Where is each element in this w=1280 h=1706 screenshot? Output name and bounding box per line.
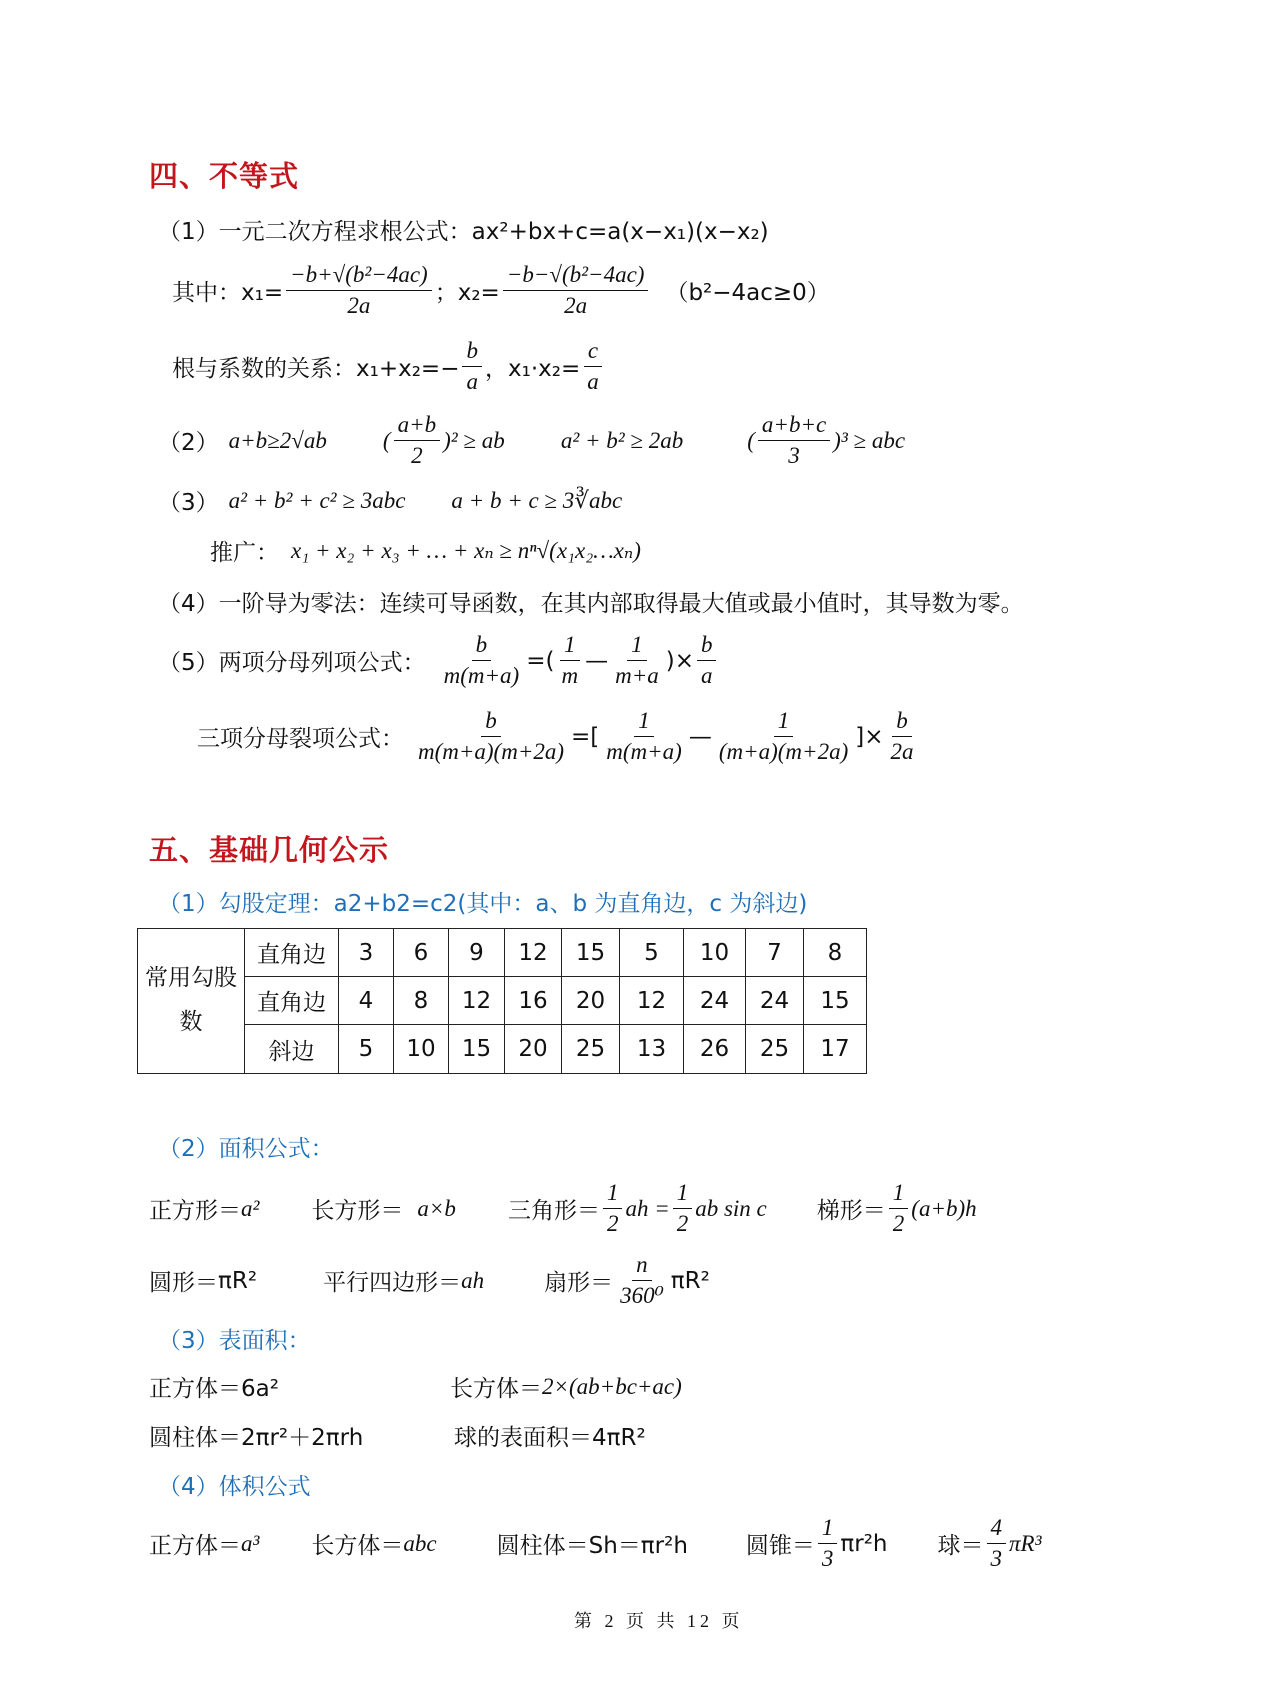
table-cell: 26 (684, 1025, 746, 1074)
volume-ball-tail: πR³ (1009, 1530, 1042, 1556)
vieta-line (172, 338, 606, 396)
area-sector-label: 扇形＝ (544, 1270, 614, 1297)
ineq-square-numerator: a+b (394, 412, 441, 441)
split2-term2 (611, 632, 663, 690)
split3-term1 (602, 708, 686, 766)
ineq-three-squares: a² + b² + c² ≥ 3abc (228, 487, 406, 513)
item-1-line (158, 213, 769, 246)
split2-tail: )× (665, 647, 694, 674)
root-x2-denominator: 2a (564, 293, 588, 319)
table-cell: 15 (562, 929, 620, 977)
ineq-general: x₁ + x₂ + x₃ + … + xₙ ≥ nⁿ√(x₁x₂…xₙ) (291, 537, 641, 563)
ineq-am-gm: a+b≥2√ab (228, 427, 327, 453)
area-tri-denominator-1: 2 (606, 1211, 619, 1237)
split2-lhs-fraction (440, 632, 524, 690)
row-label: 斜边 (245, 1025, 339, 1074)
surface-cuboid-label: 长方体＝ (450, 1376, 542, 1402)
area-trap-fraction (889, 1180, 909, 1238)
table-cell: 16 (505, 977, 562, 1025)
table-cell: 3 (339, 929, 394, 977)
root-x1-fraction (286, 262, 432, 320)
item-3-ext-label: 推广： (210, 540, 279, 566)
item-5-label: （5）两项分母列项公式： (158, 650, 426, 677)
area-tri-numerator-1: 1 (603, 1180, 623, 1209)
table-cell: 12 (620, 977, 684, 1025)
table-cell: 15 (804, 977, 867, 1025)
split3-term1-numerator: 1 (634, 708, 654, 737)
section-5-title: 五、基础几何公示 (149, 833, 390, 867)
split2-minus: — (585, 647, 609, 674)
table-row (138, 929, 867, 977)
vieta-product-numerator: c (584, 338, 602, 367)
split3-term2-denominator: (m+a)(m+2a) (718, 739, 849, 765)
ineq-three-amgm: a + b + c ≥ 3∛abc (451, 487, 623, 513)
item-3-line (158, 484, 622, 517)
item-1-label: （1）一元二次方程求根公式： (158, 219, 472, 245)
ineq-square-denominator: 2 (411, 443, 423, 469)
area-circle-label: 圆形＝ (149, 1270, 218, 1297)
volume-ball-numerator: 4 (987, 1515, 1007, 1544)
ineq-square-fraction (394, 412, 441, 470)
volume-cone-denominator: 3 (821, 1546, 834, 1572)
page-footer: 第 2 页 共 12 页 (574, 1611, 744, 1631)
table-cell: 7 (746, 929, 804, 977)
volume-cone-label: 圆锥＝ (745, 1533, 815, 1560)
area-sector-fraction (616, 1252, 668, 1310)
area-tri-numerator-2: 1 (673, 1180, 693, 1209)
table-row (138, 1025, 867, 1074)
area-trap-tail: (a+b)h (911, 1195, 977, 1221)
vieta-product-fraction (583, 338, 603, 396)
split2-factor-numerator: b (697, 632, 717, 661)
split2-lhs-numerator: b (472, 632, 492, 661)
volume-cone-numerator: 1 (818, 1515, 838, 1544)
table-row (138, 977, 867, 1025)
ineq-square-open: ( (382, 427, 391, 453)
volume-cube-label: 正方体＝ (149, 1533, 241, 1560)
item-2-label: （2） (158, 430, 219, 457)
item-4-line: （4）一阶导为零法：连续可导函数，在其内部取得最大值或最小值时，其导数为零。 (158, 591, 1024, 617)
root-x1-numerator: −b+√(b²−4ac) (286, 262, 432, 291)
area-para-label: 平行四边形＝ (323, 1270, 462, 1297)
split2-lhs-denominator: m(m+a) (443, 663, 520, 689)
surface-sphere: 球的表面积＝4πR² (454, 1425, 646, 1451)
ineq-cube-denominator: 3 (788, 443, 800, 469)
ineq-square-tail: )² ≥ ab (443, 427, 505, 453)
split2-term1-numerator: 1 (560, 632, 580, 661)
split2-factor-denominator: a (700, 663, 713, 689)
volume-cone-fraction (818, 1515, 838, 1573)
item-2-line (158, 412, 905, 470)
volume-cylinder: 圆柱体＝Sh＝πr²h (496, 1533, 688, 1560)
root-x2-fraction (503, 262, 649, 320)
table-cell: 4 (339, 977, 394, 1025)
area-tri-denominator-2: 2 (676, 1211, 689, 1237)
area-square-formula: a² (241, 1195, 260, 1221)
pythagorean-triples-table (137, 928, 867, 1074)
vieta-sum-numerator: b (462, 338, 482, 367)
split2-term1 (557, 632, 582, 690)
surface-cube: 正方体＝6a² (149, 1376, 279, 1402)
split2-eq: =( (526, 647, 555, 674)
area-line-2 (149, 1252, 710, 1310)
area-sector-numerator: n (632, 1252, 652, 1281)
item-1-formula: ax²+bx+c=a(x−x₁)(x−x₂) (471, 219, 769, 245)
split3-term2-numerator: 1 (774, 708, 794, 737)
item-5b-line (197, 708, 920, 766)
table-cell: 12 (505, 929, 562, 977)
ineq-cube-fraction (758, 412, 830, 470)
pythagoras-heading: （1）勾股定理：a2+b2=c2(其中：a、b 为直角边，c 为斜边) (158, 891, 808, 917)
area-tri-tail: ab sin c (695, 1195, 767, 1221)
table-cell: 6 (394, 929, 449, 977)
table-cell: 25 (562, 1025, 620, 1074)
item-5-line (158, 632, 719, 690)
surface-cuboid (450, 1370, 682, 1403)
vieta-product-denominator: a (587, 369, 599, 395)
area-heading: （2）面积公式： (158, 1136, 334, 1162)
table-cell: 5 (620, 929, 684, 977)
area-sector-tail: πR² (670, 1267, 710, 1294)
area-tri-fraction-2 (673, 1180, 693, 1238)
split3-factor (886, 708, 917, 766)
area-para-formula: ah (461, 1267, 485, 1293)
vieta-sum-fraction (462, 338, 482, 396)
root-x1-denominator: 2a (347, 293, 371, 319)
split3-eq: =[ (571, 723, 600, 750)
volume-cone-tail: πr²h (840, 1530, 888, 1557)
split3-factor-denominator: 2a (890, 739, 914, 765)
table-cell: 12 (449, 977, 505, 1025)
table-header-cell: 常用勾股数 (138, 929, 245, 1074)
volume-ball-denominator: 3 (990, 1546, 1003, 1572)
split3-lhs-numerator: b (481, 708, 501, 737)
table-cell: 17 (804, 1025, 867, 1074)
area-square-label: 正方形＝ (149, 1198, 241, 1225)
volume-heading: （4）体积公式 (158, 1474, 311, 1500)
area-sector-denominator: 360⁰ (620, 1283, 664, 1309)
split3-lhs-fraction (414, 708, 568, 766)
volume-cuboid-label: 长方体＝ (311, 1533, 404, 1560)
split3-term1-denominator: m(m+a) (606, 739, 682, 765)
table-cell: 25 (746, 1025, 804, 1074)
table-cell: 15 (449, 1025, 505, 1074)
table-cell: 24 (746, 977, 804, 1025)
area-rect-formula: a×b (417, 1195, 456, 1221)
area-trap-label: 梯形＝ (816, 1198, 886, 1225)
split3-factor-numerator: b (892, 708, 912, 737)
split3-minus: — (688, 723, 712, 750)
volume-cuboid-formula: abc (403, 1530, 437, 1556)
area-tri-label: 三角形＝ (507, 1198, 600, 1225)
volume-cube-formula: a³ (241, 1530, 260, 1556)
split2-factor (697, 632, 717, 690)
table-cell: 10 (394, 1025, 449, 1074)
surface-heading: （3）表面积： (158, 1328, 311, 1354)
root-formula-line (172, 262, 830, 320)
table-cell: 20 (505, 1025, 562, 1074)
vieta-mid: ，x₁·x₂= (484, 356, 581, 383)
discriminant-condition: （b²−4ac≥0） (665, 280, 830, 307)
volume-ball-label: 球＝ (937, 1533, 984, 1560)
surface-cuboid-formula: 2×(ab+bc+ac) (542, 1373, 682, 1399)
split2-term2-denominator: m+a (615, 663, 659, 689)
area-trap-denominator: 2 (892, 1211, 905, 1237)
ineq-cube-tail: )³ ≥ abc (833, 427, 906, 453)
ineq-cube-numerator: a+b+c (758, 412, 830, 441)
split3-term2 (715, 708, 852, 766)
table-cell: 10 (684, 929, 746, 977)
table-cell: 8 (804, 929, 867, 977)
row-label: 直角边 (245, 977, 339, 1025)
ineq-sum-squares: a² + b² ≥ 2ab (560, 427, 684, 453)
split3-lhs-denominator: m(m+a)(m+2a) (418, 739, 565, 765)
item-5b-label: 三项分母裂项公式： (197, 726, 404, 753)
split2-term2-numerator: 1 (627, 632, 647, 661)
table-cell: 13 (620, 1025, 684, 1074)
area-rect-label: 长方形＝ (311, 1198, 404, 1225)
root-formula-prefix: 其中：x₁= (172, 280, 284, 307)
root-separator: ；x₂= (434, 280, 500, 307)
ineq-cube-open: ( (747, 427, 755, 453)
vieta-sum-denominator: a (466, 369, 478, 395)
table-cell: 20 (562, 977, 620, 1025)
table-cell: 5 (339, 1025, 394, 1074)
area-tri-fraction-1 (603, 1180, 623, 1238)
volume-line (149, 1515, 1041, 1573)
item-3-label: （3） (158, 490, 219, 516)
volume-ball-fraction (987, 1515, 1007, 1573)
table-cell: 24 (684, 977, 746, 1025)
split2-term1-denominator: m (561, 663, 579, 689)
item-3-ext-line (210, 534, 641, 567)
table-cell: 8 (394, 977, 449, 1025)
vieta-prefix: 根与系数的关系：x₁+x₂=− (172, 356, 460, 383)
area-line-1 (149, 1180, 977, 1238)
row-label: 直角边 (245, 929, 339, 977)
root-x2-numerator: −b−√(b²−4ac) (503, 262, 649, 291)
table-cell: 9 (449, 929, 505, 977)
section-4-title: 四、不等式 (149, 159, 300, 193)
surface-cylinder: 圆柱体＝2πr²＋2πrh (149, 1425, 364, 1451)
area-circle-formula: πR² (218, 1267, 258, 1294)
area-tri-middle: ah = (625, 1195, 670, 1221)
split3-tail: ]× (855, 723, 884, 750)
area-trap-numerator: 1 (889, 1180, 909, 1209)
